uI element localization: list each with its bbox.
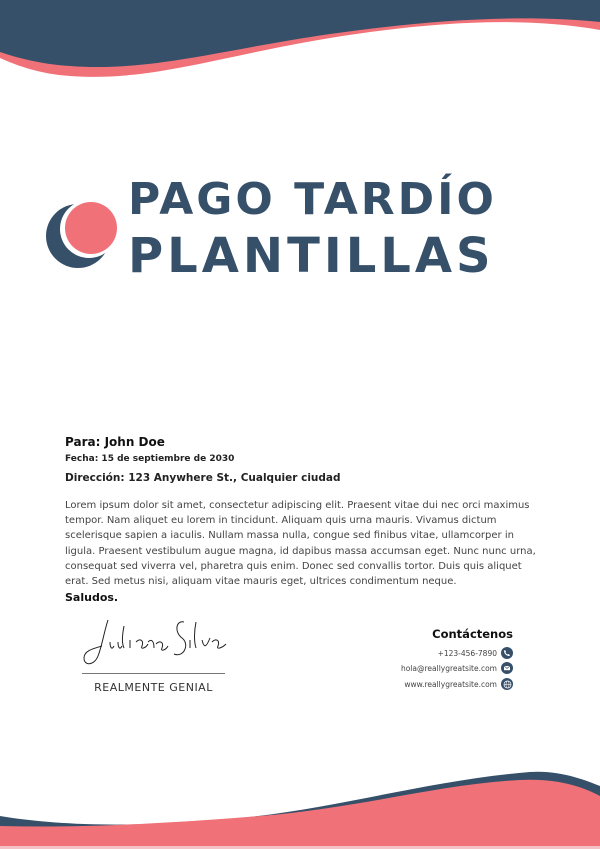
title-line-1: PAGO TARDÍO (128, 174, 497, 225)
bottom-wave-decoration (0, 760, 600, 849)
logo-icon (46, 196, 122, 272)
letter-body: Lorem ipsum dolor sit amet, consectetur adipiscing elit. Praesent vitae dui nec orci maximus tempor. Nam aliquet eu lorem in tincidunt. Aliquam quis urna mauris. Vivamus dictum scelerisque sapien a iaculis. Nullam massa nulla, congue sed finibus vitae, ullamcorper in ligula. Praesent vestibulum augue magna, id dapibus massa accumsan eget. Nunc nunc urna, consequat sed viverra vel, pharetra quis enim. Donec sed convallis tortor. Duis quis aliquet erat. Sed metus nisi, aliquam vitae mauris eget, ultrices condimentum neque. (65, 500, 536, 588)
signature-image (80, 612, 230, 672)
contact-email (401, 662, 513, 674)
phone-icon (501, 647, 513, 659)
signature-title: REALMENTE GENIAL (94, 681, 213, 694)
recipient: Para: John Doe (65, 435, 165, 449)
website-text: www.reallygreatsite.com (404, 679, 497, 689)
email-text: hola@reallygreatsite.com (400, 663, 497, 673)
closing: Saludos. (65, 591, 119, 604)
globe-icon (501, 678, 513, 690)
mail-icon (501, 662, 513, 674)
contact-website (404, 678, 513, 690)
page-title (128, 172, 497, 284)
address: Dirección: 123 Anywhere St., Cualquier ciudad (65, 472, 341, 484)
title-line-2: PLANTILLAS (128, 228, 495, 284)
contact-phone (438, 647, 513, 659)
contact-heading: Contáctenos (432, 627, 513, 641)
signature-line (82, 673, 225, 674)
phone-text: +123-456-7890 (437, 648, 497, 658)
date: Fecha: 15 de septiembre de 2030 (65, 454, 235, 464)
top-wave-decoration (0, 0, 600, 90)
